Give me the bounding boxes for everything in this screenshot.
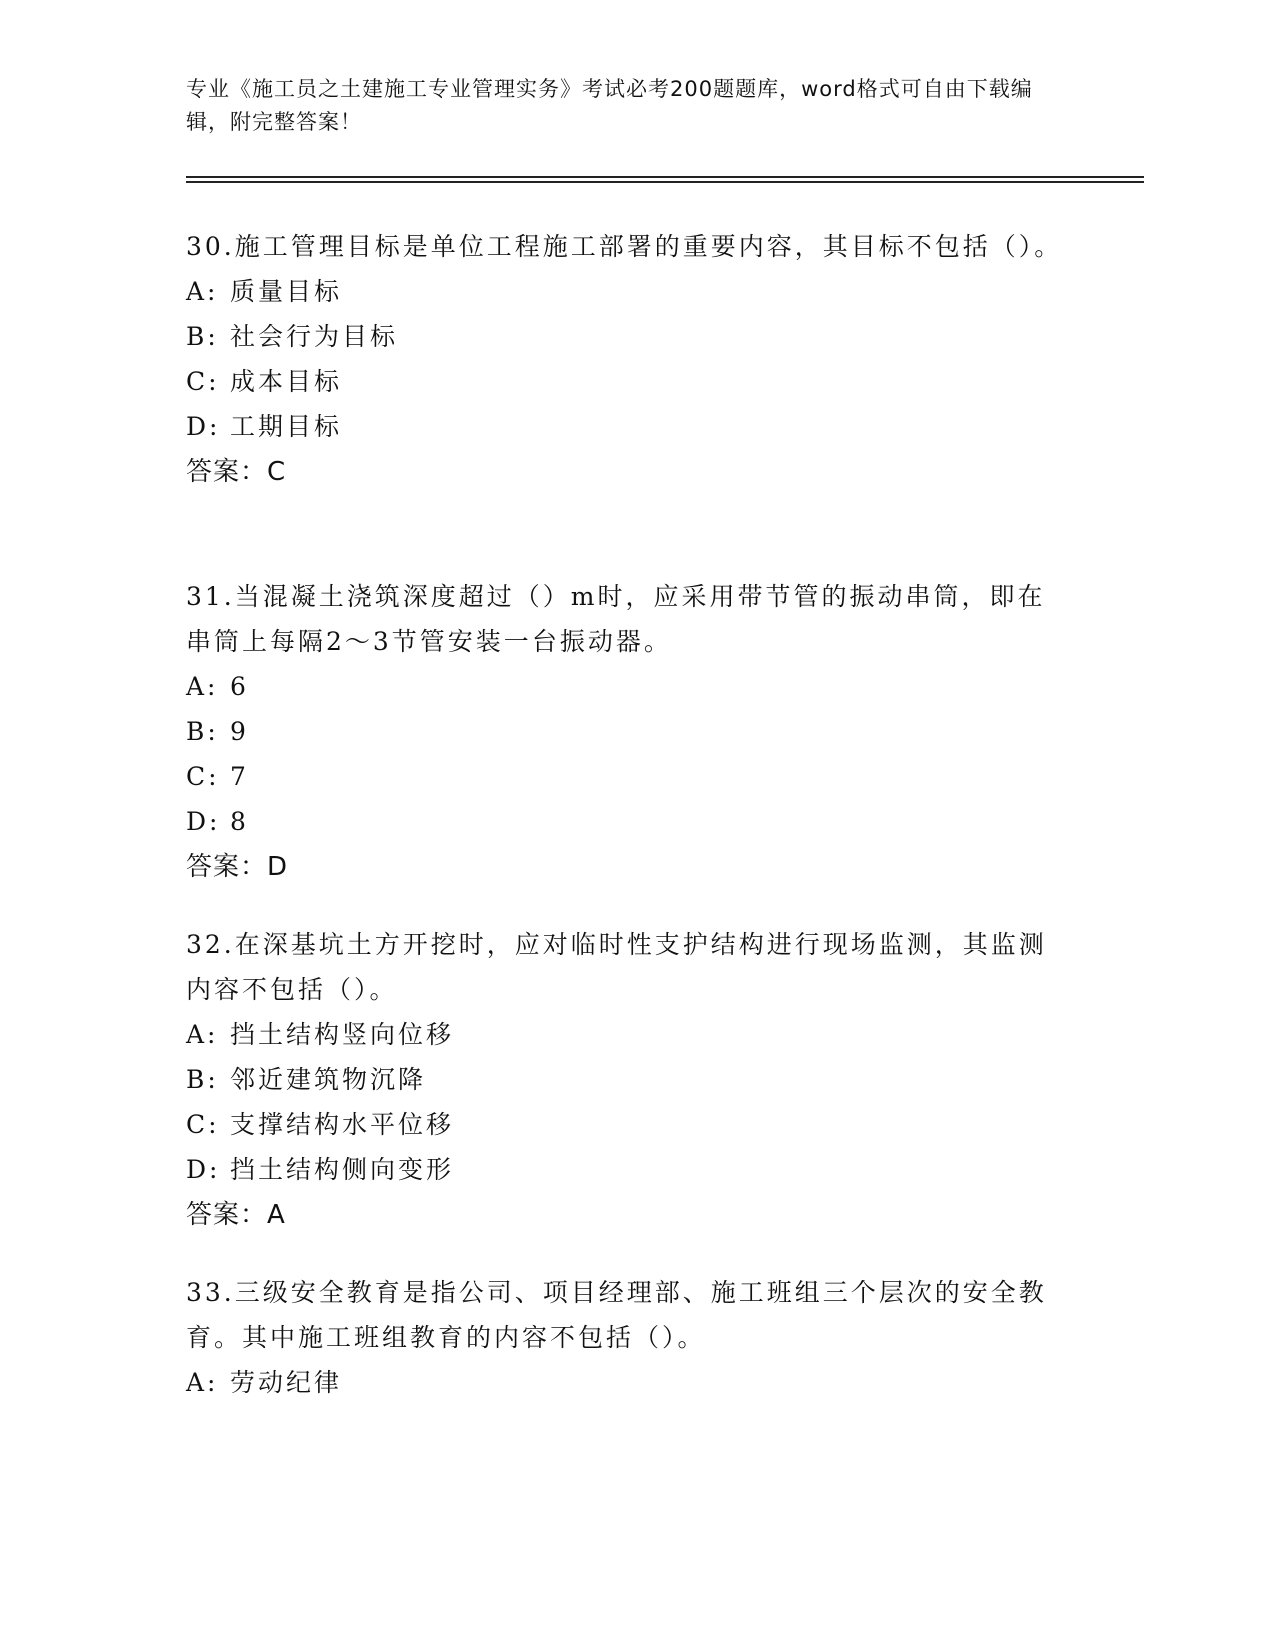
question-number: 33. <box>186 1278 235 1307</box>
question-stem: 三级安全教育是指公司、项目经理部、施工班组三个层次的安全教育。其中施工班组教育的内容不包括（）。 <box>186 1278 1047 1352</box>
question-text <box>186 1270 1066 1360</box>
option-text: 工期目标 <box>230 412 343 441</box>
question-text <box>186 922 1066 1012</box>
option-c <box>186 754 1066 799</box>
option-key: A: <box>186 1368 219 1397</box>
header-intro-text: 专业《施工员之土建施工专业管理实务》考试必考200题题库，word格式可自由下载编辑，附完整答案！ <box>186 77 1033 134</box>
option-text: 挡土结构竖向位移 <box>230 1020 455 1049</box>
option-key: A: <box>186 277 219 306</box>
question-text <box>186 224 1066 269</box>
question-number: 32. <box>186 930 235 959</box>
question-32 <box>186 922 1066 1238</box>
option-text: 挡土结构侧向变形 <box>230 1155 455 1184</box>
question-33 <box>186 1270 1066 1405</box>
option-key: B: <box>186 717 219 746</box>
option-text: 9 <box>230 717 249 746</box>
option-d <box>186 404 1066 449</box>
option-text: 社会行为目标 <box>230 322 399 351</box>
question-31 <box>186 574 1066 890</box>
option-key: A: <box>186 672 219 701</box>
option-text: 6 <box>230 672 249 701</box>
option-text: 7 <box>230 762 249 791</box>
option-text: 质量目标 <box>230 277 343 306</box>
question-30 <box>186 224 1066 495</box>
option-text: 8 <box>230 807 249 836</box>
option-key: C: <box>186 762 220 791</box>
answer-line: 答案：A <box>186 1200 286 1230</box>
option-key: C: <box>186 367 220 396</box>
option-key: B: <box>186 1065 219 1094</box>
option-c <box>186 1102 1066 1147</box>
question-stem: 在深基坑土方开挖时，应对临时性支护结构进行现场监测，其监测内容不包括（）。 <box>186 930 1047 1004</box>
option-d <box>186 1147 1066 1192</box>
option-text: 支撑结构水平位移 <box>230 1110 455 1139</box>
header-divider-bottom <box>186 181 1144 183</box>
answer-line: 答案：D <box>186 852 289 882</box>
answer-line: 答案：C <box>186 457 287 487</box>
question-number: 31. <box>186 582 235 611</box>
option-a <box>186 269 1066 314</box>
option-a <box>186 664 1066 709</box>
header-divider-top <box>186 176 1144 178</box>
option-d <box>186 799 1066 844</box>
question-stem: 当混凝土浇筑深度超过（）m时，应采用带节管的振动串筒，即在串筒上每隔2～3节管安装一台振动器。 <box>186 582 1046 656</box>
question-stem: 施工管理目标是单位工程施工部署的重要内容，其目标不包括（）。 <box>234 232 1063 261</box>
question-number: 30. <box>186 232 235 261</box>
option-key: B: <box>186 322 219 351</box>
option-a <box>186 1360 1066 1405</box>
option-key: D: <box>186 807 221 836</box>
option-key: D: <box>186 1155 221 1184</box>
option-c <box>186 359 1066 404</box>
document-header <box>186 73 1066 139</box>
option-key: D: <box>186 412 221 441</box>
option-b <box>186 709 1066 754</box>
option-key: A: <box>186 1020 219 1049</box>
question-text <box>186 574 1066 664</box>
option-text: 劳动纪律 <box>230 1368 343 1397</box>
option-b <box>186 314 1066 359</box>
option-text: 成本目标 <box>230 367 343 396</box>
option-key: C: <box>186 1110 220 1139</box>
option-text: 邻近建筑物沉降 <box>230 1065 427 1094</box>
option-a <box>186 1012 1066 1057</box>
option-b <box>186 1057 1066 1102</box>
